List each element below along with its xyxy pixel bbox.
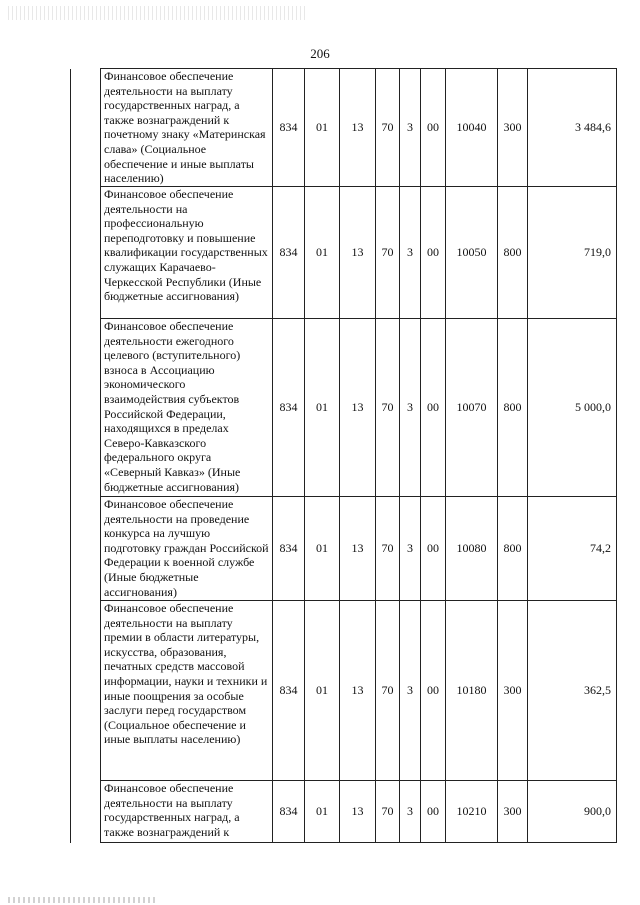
row-index-cell (71, 319, 101, 497)
code-section: 01 (305, 69, 340, 187)
scan-noise-top (8, 6, 308, 20)
row-index-cell (71, 497, 101, 601)
code-event: 00 (421, 601, 446, 781)
code-admin: 834 (273, 601, 305, 781)
row-description: Финансовое обеспечение деятельности ежегодного целевого (вступительного) взноса в Ассоциацию экономического взаимодействия субъектов Российской Федерации, находящихся в пределах Северо-Кавказского федерального округа «Северный Кавказ» (Иные бюджетные ассигнования) (101, 319, 273, 497)
row-description: Финансовое обеспечение деятельности на выплату государственных наград, а также вознаграждений к (101, 781, 273, 843)
code-expense-type: 300 (498, 69, 528, 187)
code-subprogram: 3 (400, 781, 421, 843)
row-amount: 362,5 (528, 601, 617, 781)
scan-noise-bottom (8, 897, 158, 903)
code-program: 70 (376, 781, 400, 843)
code-subprogram: 3 (400, 187, 421, 319)
budget-table (70, 68, 617, 843)
code-program: 70 (376, 497, 400, 601)
code-admin: 834 (273, 187, 305, 319)
code-direction: 10080 (446, 497, 498, 601)
row-amount: 5 000,0 (528, 319, 617, 497)
code-expense-type: 800 (498, 187, 528, 319)
code-admin: 834 (273, 69, 305, 187)
row-index-cell (71, 601, 101, 781)
code-subprogram: 3 (400, 601, 421, 781)
code-admin: 834 (273, 781, 305, 843)
row-index-cell (71, 69, 101, 187)
code-program: 70 (376, 187, 400, 319)
code-section: 01 (305, 187, 340, 319)
code-admin: 834 (273, 497, 305, 601)
row-amount: 3 484,6 (528, 69, 617, 187)
code-subprogram: 3 (400, 497, 421, 601)
code-expense-type: 800 (498, 319, 528, 497)
row-amount: 900,0 (528, 781, 617, 843)
table-row (71, 187, 617, 319)
code-program: 70 (376, 69, 400, 187)
code-subsection: 13 (340, 319, 376, 497)
code-event: 00 (421, 319, 446, 497)
code-direction: 10050 (446, 187, 498, 319)
table-row (71, 319, 617, 497)
table-row (71, 601, 617, 781)
table-row (71, 781, 617, 843)
code-subprogram: 3 (400, 319, 421, 497)
code-event: 00 (421, 497, 446, 601)
row-index-cell (71, 781, 101, 843)
table-row (71, 69, 617, 187)
code-program: 70 (376, 319, 400, 497)
code-subsection: 13 (340, 601, 376, 781)
code-expense-type: 300 (498, 781, 528, 843)
code-subsection: 13 (340, 497, 376, 601)
row-index-cell (71, 187, 101, 319)
page-number: 206 (310, 46, 330, 61)
code-section: 01 (305, 319, 340, 497)
code-section: 01 (305, 497, 340, 601)
code-section: 01 (305, 781, 340, 843)
row-description: Финансовое обеспечение деятельности на выплату премии в области литературы, искусства, образования, печатных средств массовой информации, науки и техники и иные поощрения за особые заслуги перед государством (Социальное обеспечение и иные выплаты населению) (101, 601, 273, 781)
row-amount: 74,2 (528, 497, 617, 601)
code-program: 70 (376, 601, 400, 781)
code-event: 00 (421, 781, 446, 843)
row-amount: 719,0 (528, 187, 617, 319)
row-description: Финансовое обеспечение деятельности на проведение конкурса на лучшую подготовку граждан Российской Федерации к военной службе (Иные бюджетные ассигнования) (101, 497, 273, 601)
code-direction: 10210 (446, 781, 498, 843)
code-admin: 834 (273, 319, 305, 497)
code-section: 01 (305, 601, 340, 781)
row-description: Финансовое обеспечение деятельности на выплату государственных наград, а также вознаграждений к почетному знаку «Материнская слава» (Социальное обеспечение и иные выплаты населению) (101, 69, 273, 187)
code-event: 00 (421, 69, 446, 187)
table-row (71, 497, 617, 601)
code-event: 00 (421, 187, 446, 319)
code-expense-type: 300 (498, 601, 528, 781)
code-subsection: 13 (340, 187, 376, 319)
code-direction: 10070 (446, 319, 498, 497)
row-description: Финансовое обеспечение деятельности на профессиональную переподготовку и повышение квалификации государственных служащих Карачаево-Черкесской Республики (Иные бюджетные ассигнования) (101, 187, 273, 319)
code-subsection: 13 (340, 69, 376, 187)
code-subprogram: 3 (400, 69, 421, 187)
code-direction: 10040 (446, 69, 498, 187)
code-expense-type: 800 (498, 497, 528, 601)
code-direction: 10180 (446, 601, 498, 781)
code-subsection: 13 (340, 781, 376, 843)
